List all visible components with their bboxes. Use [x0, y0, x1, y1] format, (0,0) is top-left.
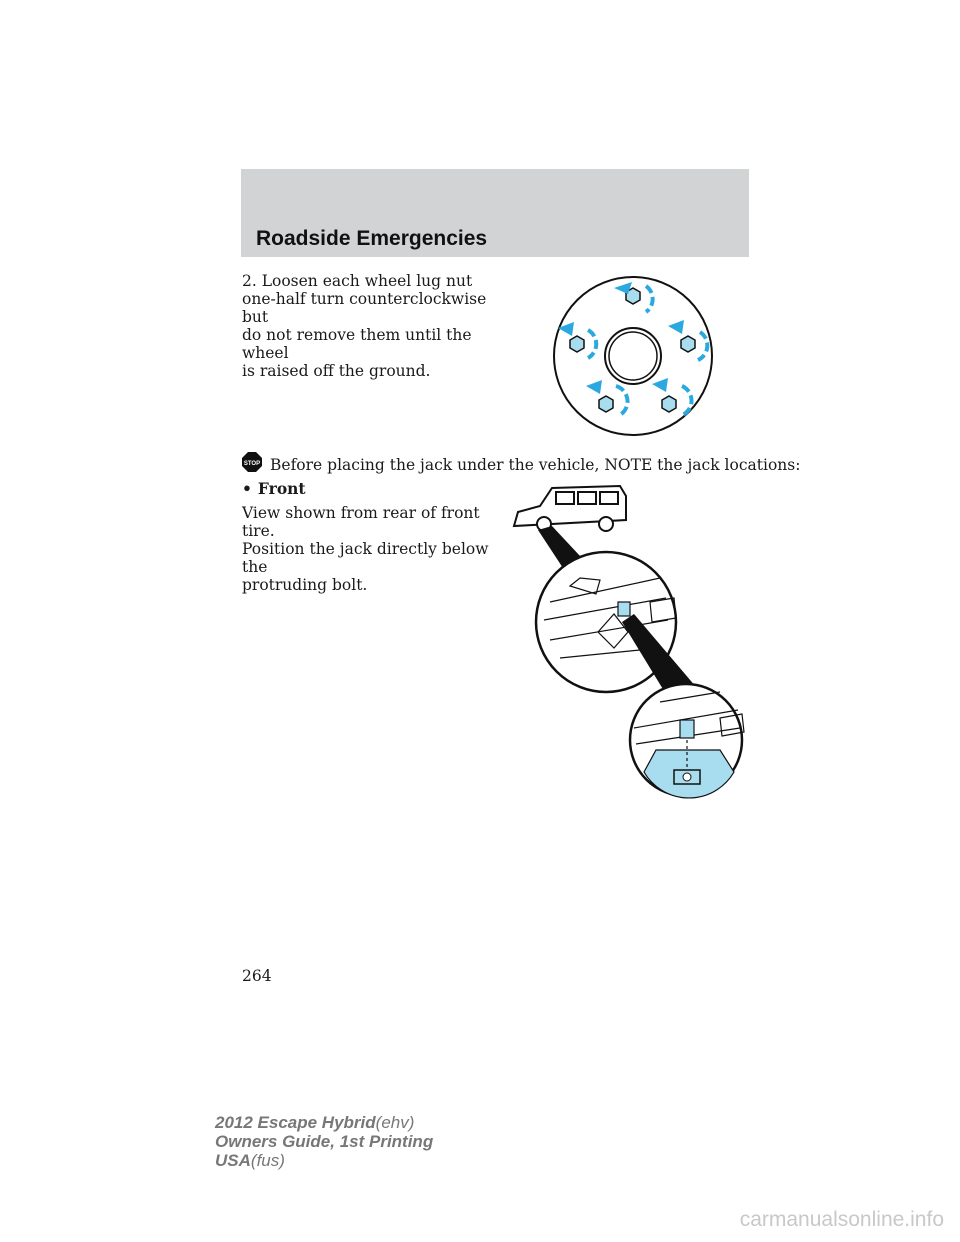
step-2-line-2: one-half turn counterclockwise but — [242, 290, 487, 326]
stop-icon-label: STOP — [243, 461, 261, 467]
section-header — [241, 169, 749, 257]
wheel-lug-nut-illustration — [548, 274, 718, 438]
front-line-1: View shown from rear of front tire. — [242, 504, 480, 540]
document-footer — [215, 1113, 433, 1170]
front-label: Front — [257, 479, 306, 498]
step-2-line-3: do not remove them until the wheel — [242, 326, 472, 362]
front-line-3: protruding bolt. — [242, 576, 368, 594]
footer-market: USA — [215, 1151, 251, 1170]
bullet-dot: • — [242, 479, 252, 498]
front-jack-location-illustration — [510, 482, 760, 812]
stop-note — [242, 452, 800, 474]
stop-note-text: Before placing the jack under the vehicle, NOTE the jack locations: — [270, 456, 801, 474]
page-number: 264 — [242, 967, 272, 985]
front-description — [242, 504, 507, 594]
stop-sign-icon — [242, 452, 262, 472]
step-2-line-1: 2. Loosen each wheel lug nut — [242, 272, 473, 290]
step-2-line-4: is raised off the ground. — [242, 362, 431, 380]
footer-market-code: (fus) — [250, 1151, 285, 1170]
footer-model-code: (ehv) — [375, 1113, 415, 1132]
site-watermark: carmanualsonline.info — [739, 1208, 944, 1231]
footer-model: 2012 Escape Hybrid — [215, 1113, 376, 1132]
step-2-text — [242, 272, 507, 380]
section-title: Roadside Emergencies — [256, 227, 488, 250]
footer-guide: Owners Guide, 1st Printing — [215, 1132, 434, 1151]
vehicle-outline — [514, 486, 626, 531]
front-line-2: Position the jack directly below the — [242, 540, 489, 576]
front-bullet — [242, 479, 306, 498]
